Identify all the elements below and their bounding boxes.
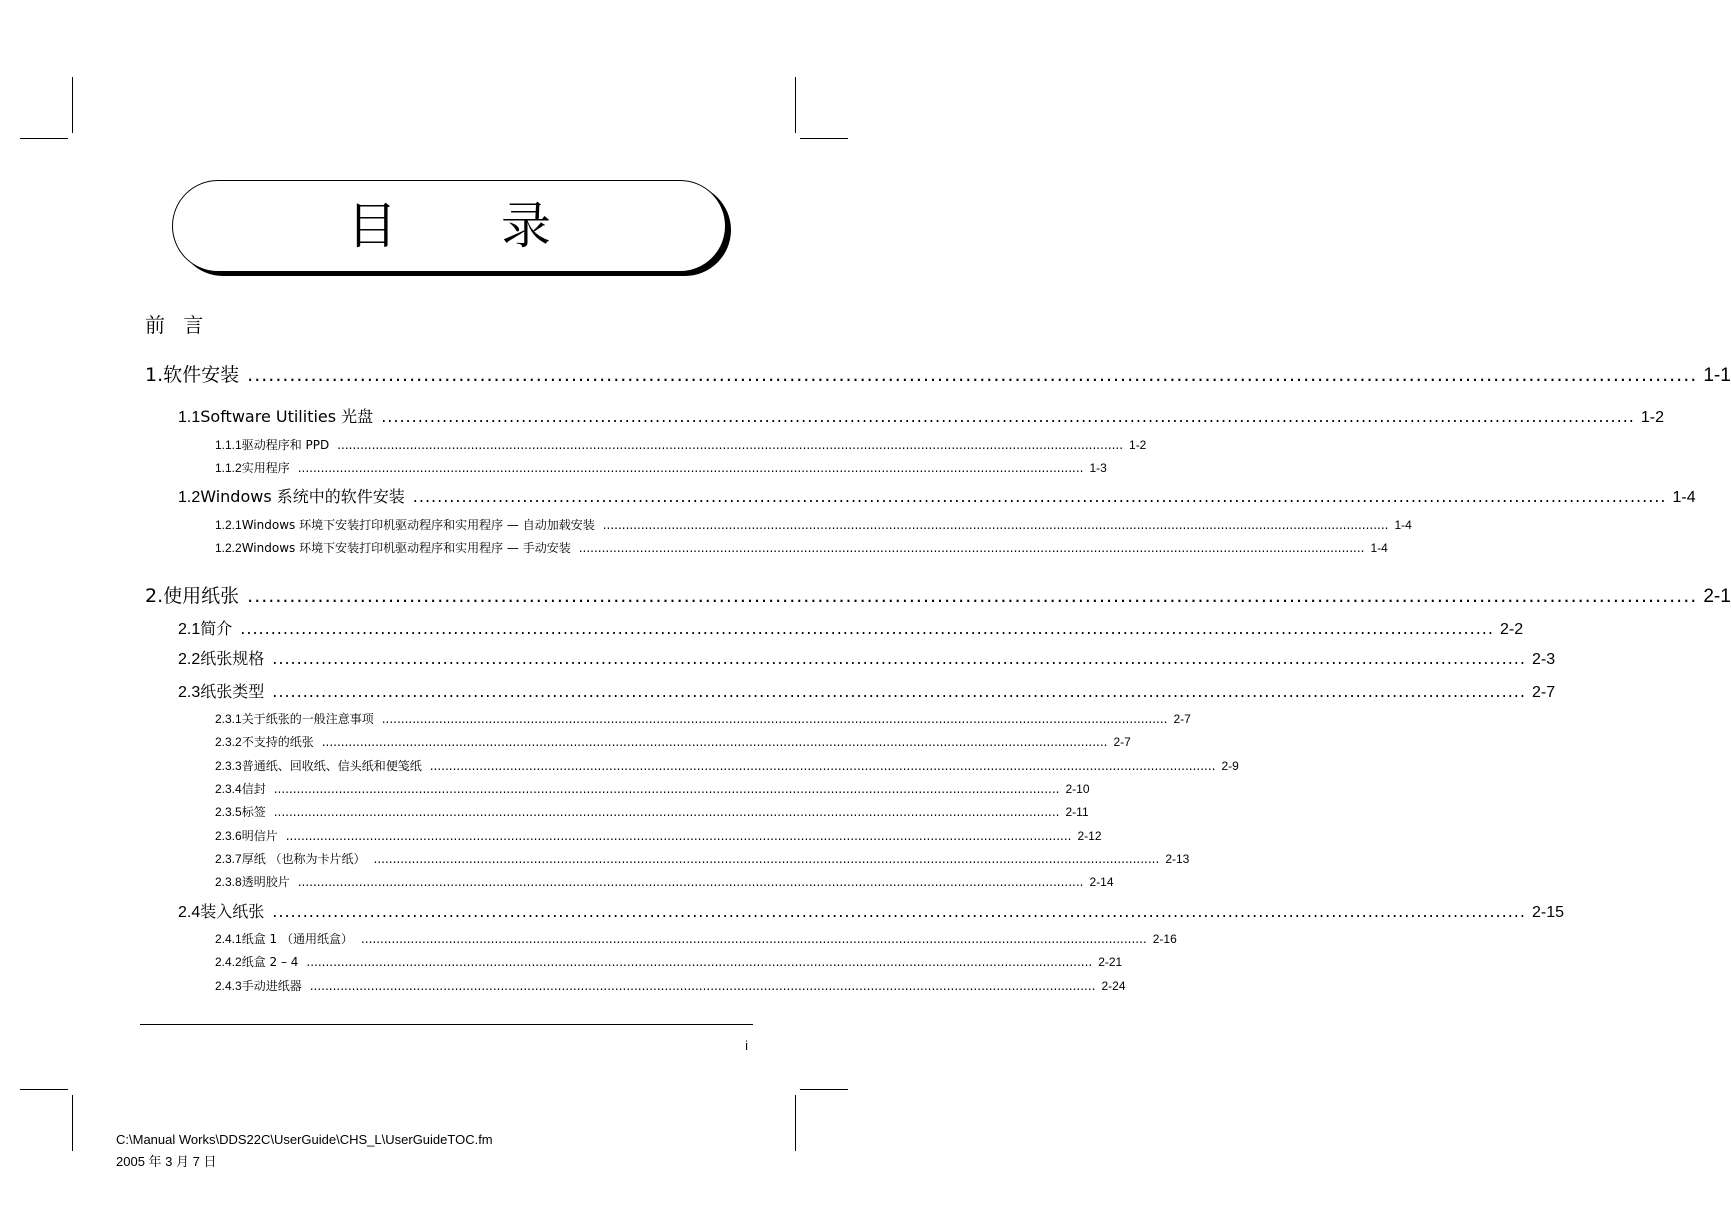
toc-page-number: 2-1 xyxy=(1703,586,1731,607)
dot-leader: .............................................................................................................................................................................................................. xyxy=(309,979,1096,993)
toc-title: 装入纸张 xyxy=(200,902,265,921)
page-title: 目 录 xyxy=(347,197,595,255)
toc-page-number: 1-4 xyxy=(1394,518,1412,532)
toc-title: 纸盒 1 （通用纸盒） xyxy=(241,932,353,946)
toc-title: 软件安装 xyxy=(163,364,240,386)
toc-page-number: 1-2 xyxy=(1640,409,1665,426)
toc-number: 1. xyxy=(145,364,164,386)
dot-leader: .............................................................................................................................................................................................................. xyxy=(297,875,1084,889)
toc-page-number: 1-2 xyxy=(1129,438,1147,452)
toc-entry[interactable] xyxy=(215,710,1191,727)
toc-number: 2.3 xyxy=(178,684,201,701)
toc-title: 普通纸、回收纸、信头纸和便笺纸 xyxy=(241,759,422,773)
dot-leader: .............................................................................................................................................................................................................. xyxy=(381,407,1635,426)
crop-mark xyxy=(795,77,796,133)
toc-page-number: 2-7 xyxy=(1113,735,1131,749)
toc-entry[interactable] xyxy=(215,539,1388,556)
dot-leader: .............................................................................................................................................................................................................. xyxy=(412,487,1667,506)
dot-leader: .............................................................................................................................................................................................................. xyxy=(602,518,1389,532)
toc-number: 1.1 xyxy=(178,409,201,426)
toc-number: 2.4.3 xyxy=(215,979,242,993)
title-banner xyxy=(172,180,726,272)
toc-title: Software Utilities 光盘 xyxy=(200,407,374,426)
toc-title: 标签 xyxy=(241,805,266,819)
toc-entry[interactable] xyxy=(215,953,1123,970)
crop-mark xyxy=(72,1095,73,1151)
toc-number: 2.3.5 xyxy=(215,805,242,819)
crop-mark xyxy=(800,1089,848,1090)
dot-leader: .............................................................................................................................................................................................................. xyxy=(321,735,1108,749)
toc-entry[interactable] xyxy=(215,930,1177,947)
toc-title: 手动进纸器 xyxy=(241,979,302,993)
toc-entry[interactable] xyxy=(215,827,1102,844)
toc-title: 使用纸张 xyxy=(163,585,240,607)
toc-number: 2.3.4 xyxy=(215,782,242,796)
toc-page-number: 2-14 xyxy=(1089,875,1114,889)
toc-number: 2.3.1 xyxy=(215,712,242,726)
toc-number: 2.4.1 xyxy=(215,932,242,946)
toc-number: 2.2 xyxy=(178,651,201,668)
toc-title: 厚纸 （也称为卡片纸） xyxy=(241,852,366,866)
dot-leader: .............................................................................................................................................................................................................. xyxy=(273,782,1060,796)
toc-entry[interactable] xyxy=(215,436,1147,453)
toc-entry[interactable] xyxy=(145,360,1731,387)
footer-divider xyxy=(140,1024,753,1025)
toc-entry[interactable] xyxy=(215,780,1090,797)
toc-page-number: 1-3 xyxy=(1089,461,1107,475)
toc-page-number: 1-1 xyxy=(1703,365,1731,386)
toc-number: 1.2.2 xyxy=(215,541,242,555)
toc-page-number: 2-13 xyxy=(1165,852,1190,866)
toc-title: 信封 xyxy=(241,782,266,796)
dot-leader: .............................................................................................................................................................................................................. xyxy=(381,712,1168,726)
toc-number: 2.4 xyxy=(178,904,201,921)
crop-mark xyxy=(795,1095,796,1151)
toc-title: 纸盒 2 – 4 xyxy=(241,955,299,969)
dot-leader: .............................................................................................................................................................................................................. xyxy=(247,364,1698,386)
toc-page-number: 1-4 xyxy=(1370,541,1388,555)
toc-number: 1.2.1 xyxy=(215,518,242,532)
toc-page-number: 2-7 xyxy=(1173,712,1191,726)
dot-leader: .............................................................................................................................................................................................................. xyxy=(360,932,1147,946)
toc-title: 纸张规格 xyxy=(200,649,265,668)
toc-entry[interactable] xyxy=(178,899,1564,922)
crop-mark xyxy=(72,77,73,133)
toc-page-number: 2-16 xyxy=(1152,932,1177,946)
toc-page-number: 1-4 xyxy=(1672,489,1696,506)
toc-number: 2.3.6 xyxy=(215,829,242,843)
toc-entry[interactable] xyxy=(215,803,1089,820)
toc-entry[interactable] xyxy=(178,646,1556,669)
toc-page-number: 2-24 xyxy=(1101,979,1126,993)
toc-title: 透明胶片 xyxy=(241,875,290,889)
dot-leader: .............................................................................................................................................................................................................. xyxy=(429,759,1216,773)
toc-entry[interactable] xyxy=(215,850,1190,867)
dot-leader: .............................................................................................................................................................................................................. xyxy=(373,852,1160,866)
toc-title: 驱动程序和 PPD xyxy=(241,438,330,452)
toc-page-number: 2-12 xyxy=(1077,829,1102,843)
toc-page-number: 2-21 xyxy=(1098,955,1123,969)
dot-leader: .............................................................................................................................................................................................................. xyxy=(306,955,1093,969)
toc-title: 纸张类型 xyxy=(200,682,265,701)
toc-title: 简介 xyxy=(200,619,233,638)
toc-page-number: 2-10 xyxy=(1065,782,1090,796)
toc-page-number: 2-9 xyxy=(1221,759,1239,773)
crop-mark xyxy=(20,1089,68,1090)
dot-leader: .............................................................................................................................................................................................................. xyxy=(272,649,1526,668)
toc-entry[interactable] xyxy=(215,873,1114,890)
crop-mark xyxy=(20,138,68,139)
toc-entry[interactable] xyxy=(178,484,1696,507)
dot-leader: .............................................................................................................................................................................................................. xyxy=(297,461,1084,475)
toc-number: 1.1.2 xyxy=(215,461,242,475)
toc-title: 关于纸张的一般注意事项 xyxy=(241,712,374,726)
dot-leader: .............................................................................................................................................................................................................. xyxy=(273,805,1060,819)
dot-leader: .............................................................................................................................................................................................................. xyxy=(272,902,1526,921)
toc-number: 2.3.8 xyxy=(215,875,242,889)
toc-title: Windows 环境下安装打印机驱动程序和实用程序 — 手动安装 xyxy=(241,541,571,555)
crop-mark xyxy=(800,138,848,139)
toc-entry[interactable] xyxy=(215,977,1126,994)
toc-entry[interactable] xyxy=(215,757,1239,774)
dot-leader: .............................................................................................................................................................................................................. xyxy=(337,438,1124,452)
toc-page-number: 2-2 xyxy=(1499,621,1524,638)
toc-page-number: 2-15 xyxy=(1531,904,1564,921)
toc-page-number: 2-11 xyxy=(1065,805,1089,819)
toc-entry[interactable] xyxy=(178,404,1665,427)
toc-number: 1.2 xyxy=(178,489,201,506)
toc-entry[interactable] xyxy=(178,679,1556,702)
toc-number: 2.3.2 xyxy=(215,735,242,749)
toc-number: 2.3.3 xyxy=(215,759,242,773)
toc-number: 1.1.1 xyxy=(215,438,242,452)
toc-entry[interactable] xyxy=(145,581,1731,608)
dot-leader: .............................................................................................................................................................................................................. xyxy=(578,541,1365,555)
toc-page-number: 2-3 xyxy=(1531,651,1556,668)
toc-title: Windows 系统中的软件安装 xyxy=(200,487,405,506)
toc-entry[interactable] xyxy=(215,516,1412,533)
toc-number: 2.4.2 xyxy=(215,955,242,969)
file-path: C:\Manual Works\DDS22C\UserGuide\CHS_L\UserGuideTOC.fm xyxy=(116,1132,493,1147)
toc-title: Windows 环境下安装打印机驱动程序和实用程序 — 自动加载安装 xyxy=(241,518,595,532)
dot-leader: .............................................................................................................................................................................................................. xyxy=(247,585,1698,607)
toc-number: 2.3.7 xyxy=(215,852,242,866)
dot-leader: .............................................................................................................................................................................................................. xyxy=(285,829,1072,843)
toc-entry[interactable] xyxy=(215,459,1107,476)
dot-leader: .............................................................................................................................................................................................................. xyxy=(240,619,1494,638)
toc-entry[interactable] xyxy=(215,733,1131,750)
toc-title: 明信片 xyxy=(241,829,278,843)
page-number: i xyxy=(745,1038,748,1053)
toc-entry[interactable] xyxy=(178,616,1524,639)
toc-page-number: 2-7 xyxy=(1531,684,1556,701)
toc-title: 不支持的纸张 xyxy=(241,735,314,749)
toc-title: 实用程序 xyxy=(241,461,290,475)
preface-heading[interactable]: 前 言 xyxy=(145,313,210,337)
dot-leader: .............................................................................................................................................................................................................. xyxy=(272,682,1526,701)
toc-number: 2. xyxy=(145,585,164,607)
toc-number: 2.1 xyxy=(178,621,201,638)
file-date: 2005 年 3 月 7 日 xyxy=(116,1154,217,1169)
